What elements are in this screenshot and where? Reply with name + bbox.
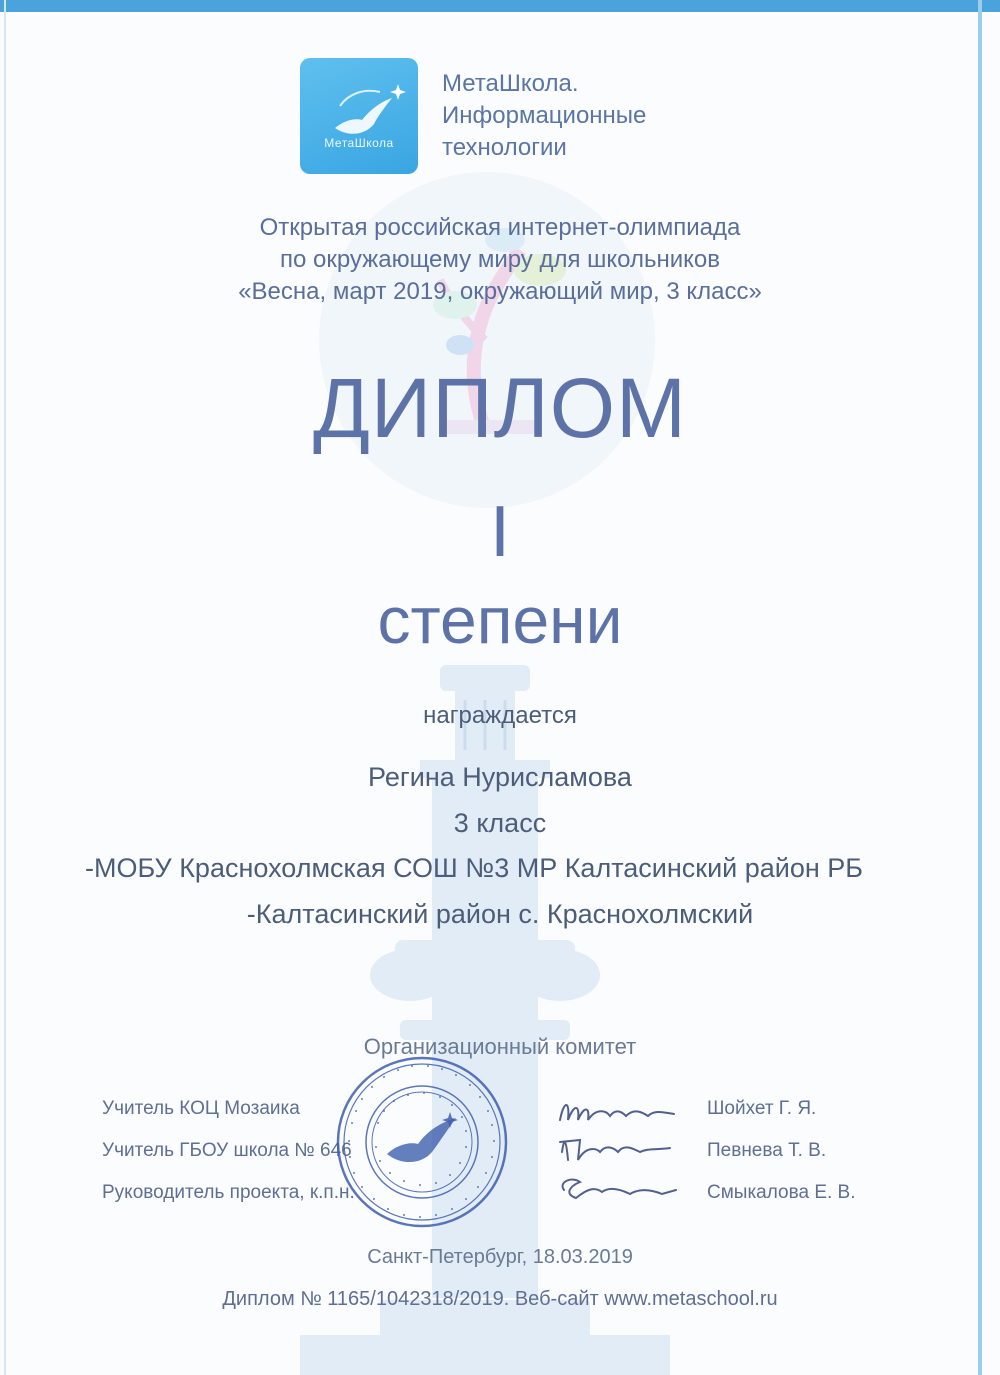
committee-member-name: Смыкалова Е. В. (707, 1182, 856, 1203)
recipient-name: Регина Нурисламова (368, 762, 632, 792)
committee-title: Организационный комитет (363, 1034, 637, 1059)
awarded-text: награждается (423, 702, 577, 729)
recipient-locality: -Калтасинский район с. Краснохолмский (246, 899, 754, 929)
committee-position: Учитель КОЦ Мозаика (102, 1098, 300, 1119)
place-and-date: Санкт-Петербург, 18.03.2019 (367, 1246, 633, 1268)
committee-member-name: Шойхет Г. Я. (707, 1098, 817, 1119)
heading-line: «Весна, март 2019, окружающий мир, 3 класс» (238, 278, 762, 305)
logo-tile-word: МетаШкола (324, 136, 394, 150)
recipient-grade: 3 класс (453, 808, 547, 838)
metaschool-logo (300, 58, 418, 174)
heading-line: по окружающему миру для школьников (279, 246, 721, 273)
brand-line: МетаШкола. (442, 70, 579, 97)
dove-icon (300, 58, 418, 174)
handwritten-signatures (550, 1090, 690, 1220)
diploma-footer: Диплом № 1165/1042318/2019. Веб-сайт www.metaschool.ru (222, 1288, 778, 1310)
brand-name (442, 68, 646, 164)
committee-position: Руководитель проекта, к.п.н. (102, 1182, 355, 1203)
heading-line: Открытая российская интернет-олимпиада (259, 214, 741, 241)
olympiad-heading (0, 212, 1000, 308)
committee-member-name: Певнева Т. В. (707, 1140, 827, 1161)
recipient-school: -МОБУ Краснохолмская СОШ №3 МР Калтасинский район РБ (84, 853, 864, 883)
brand-line: технологии (442, 134, 567, 161)
degree-word: степени (377, 583, 623, 657)
committee-position: Учитель ГБОУ школа № 646 (102, 1140, 352, 1161)
organization-stamp (332, 1052, 512, 1232)
brand-line: Информационные (442, 102, 647, 129)
degree-number: I (489, 492, 510, 572)
diploma-title: ДИПЛОМ (312, 361, 688, 455)
